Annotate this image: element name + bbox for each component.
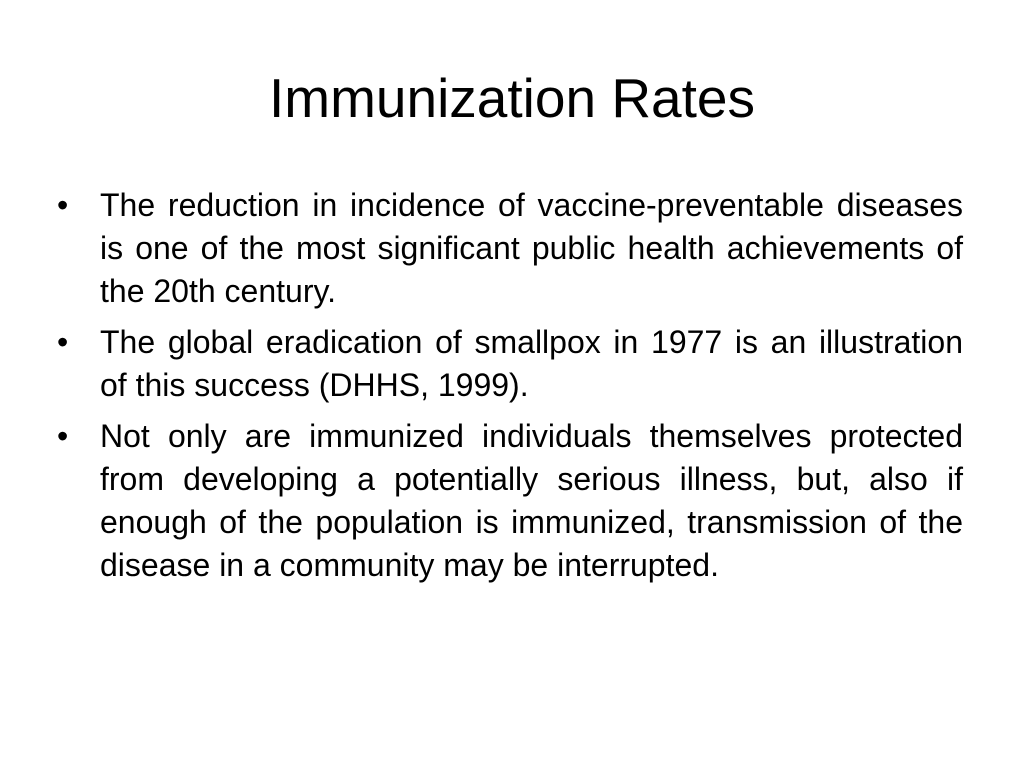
bullet-icon: • bbox=[57, 187, 69, 223]
bullet-item bbox=[57, 321, 963, 407]
bullet-list bbox=[57, 184, 963, 595]
bullet-text: The reduction in incidence of vaccine-preventable diseases is one of the most significant public health achievements of the 20th century. bbox=[100, 187, 963, 309]
bullet-item bbox=[57, 184, 963, 313]
bullet-icon: • bbox=[57, 418, 69, 454]
bullet-icon: • bbox=[57, 324, 69, 360]
slide-title: Immunization Rates bbox=[268, 67, 756, 129]
bullet-text: The global eradication of smallpox in 1977 is an illustration of this success (DHHS, 1999). bbox=[100, 324, 963, 403]
bullet-text: Not only are immunized individuals themselves protected from developing a potentially serious illness, but, also if enough of the population is immunized, transmission of the disease in a community may be interrupted. bbox=[100, 418, 963, 583]
bullet-item bbox=[57, 415, 963, 587]
